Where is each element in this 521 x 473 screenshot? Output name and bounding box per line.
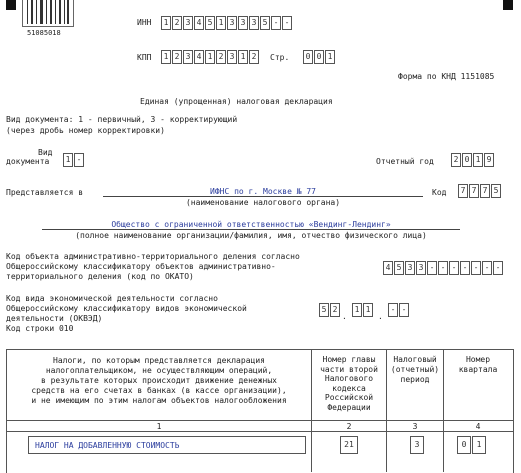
form-code: Форма по КНД 1151085 [398, 72, 495, 81]
okved-cell: - [388, 303, 398, 317]
kpp-cell: 2 [249, 50, 259, 64]
kpp-cell: 1 [238, 50, 248, 64]
inn-cell: 5 [205, 16, 215, 30]
inn-cell: 3 [238, 16, 248, 30]
declaration-title: Единая (упрощенная) налоговая декларация [140, 97, 333, 106]
kpp-cell: 4 [194, 50, 204, 64]
tax-period-cells[interactable] [410, 436, 425, 454]
quarter-cell: 1 [472, 436, 486, 454]
doc-type-label: Вид [38, 148, 53, 157]
okved-label-2: Общероссийскому классификатору видов экономической [6, 304, 247, 313]
quarter-cell: 0 [457, 436, 471, 454]
doc-type-cell: 1 [63, 153, 73, 167]
okved-cell: 1 [363, 303, 373, 317]
inn-cell: 3 [227, 16, 237, 30]
kpp-label: КПП [137, 53, 152, 62]
inn-label: ИНН [137, 18, 152, 27]
okved-cells-b[interactable] [352, 303, 374, 317]
okved-cell: 2 [330, 303, 340, 317]
barcode [22, 0, 74, 27]
organization-field[interactable]: Общество с ограниченной ответственностью «Вендинг-Лендинг» [42, 220, 460, 230]
doc-type-cells[interactable] [63, 153, 85, 167]
col3-number: 3 [412, 422, 418, 431]
col1-header: Налоги, по которым представляется декларация налогоплательщиком, не осуществляющим операций, в результате которых происходит движение денежных средств на его счетах в банках (в кассе организации), и не имеющим по этим налогам объектов налогообложения [31, 356, 287, 405]
inn-cell: 5 [260, 16, 270, 30]
period-label: Отчетный год [376, 157, 434, 166]
inn-cell: - [282, 16, 292, 30]
kpp-cell: 2 [216, 50, 226, 64]
organization-caption: (полное наименование организации/фамилия, имя, отчество физического лица) [75, 231, 427, 240]
year-cell: 0 [462, 153, 472, 167]
year-cells[interactable] [451, 153, 495, 167]
inn-cell: 3 [249, 16, 259, 30]
year-cell: 9 [484, 153, 494, 167]
authority-field[interactable]: ИФНС по г. Москве № 77 [103, 187, 423, 197]
kpp-cell: 1 [205, 50, 215, 64]
tax-period-cell: 3 [410, 436, 424, 454]
doc-type-hint: Вид документа: 1 - первичный, 3 - корректирующий [6, 115, 238, 124]
corner-mark-right [503, 0, 513, 10]
corner-mark [6, 0, 16, 10]
page-cells[interactable] [303, 50, 336, 64]
authority-code-cells[interactable] [458, 184, 502, 198]
authority-code-cell: 7 [458, 184, 468, 198]
okved-dot: . [378, 312, 383, 321]
tax-name-field[interactable]: НАЛОГ НА ДОБАВЛЕННУЮ СТОИМОСТЬ [28, 436, 306, 454]
quarter-cells[interactable] [457, 436, 487, 454]
okved-label-4: Код строки 010 [6, 324, 74, 333]
okato-cells[interactable] [383, 261, 504, 275]
col2-header: Номер главы части второй Налогового кодекса Российской Федерации [320, 355, 378, 412]
okato-cell: - [460, 261, 470, 275]
col4-number: 4 [475, 422, 481, 431]
inn-cells[interactable] [161, 16, 293, 30]
chapter-cells[interactable] [340, 436, 359, 454]
okato-label-1: Код объекта административно-территориального деления согласно [6, 252, 300, 261]
doc-type-hint-2: (через дробь номер корректировки) [6, 126, 165, 135]
kpp-cell: 2 [172, 50, 182, 64]
okato-cell: - [471, 261, 481, 275]
okato-cell: 3 [405, 261, 415, 275]
kpp-cell: 3 [227, 50, 237, 64]
authority-code-label: Код [432, 188, 447, 197]
col2-number: 2 [346, 422, 352, 431]
okved-label-3: деятельности (ОКВЭД) [6, 314, 103, 323]
col1-number: 1 [156, 422, 162, 431]
okato-cell: - [482, 261, 492, 275]
inn-cell: 1 [216, 16, 226, 30]
inn-cell: - [271, 16, 281, 30]
authority-code-cell: 7 [469, 184, 479, 198]
year-cell: 2 [451, 153, 461, 167]
okato-cell: 3 [416, 261, 426, 275]
doc-type-cell: - [74, 153, 84, 167]
kpp-cell: 3 [183, 50, 193, 64]
kpp-cell: 1 [161, 50, 171, 64]
page-cell: 1 [325, 50, 335, 64]
inn-cell: 3 [183, 16, 193, 30]
page-label: Стр. [270, 53, 290, 62]
okato-label-2: Общероссийскому классификатору объектов административно- [6, 262, 276, 271]
authority-code-cell: 5 [491, 184, 501, 198]
okved-cell: - [399, 303, 409, 317]
page-cell: 0 [314, 50, 324, 64]
inn-cell: 2 [172, 16, 182, 30]
inn-cell: 4 [194, 16, 204, 30]
authority-caption: (наименование налогового органа) [185, 198, 341, 207]
okved-cells-c[interactable] [388, 303, 410, 317]
okato-cell: - [449, 261, 459, 275]
okato-cell: - [493, 261, 503, 275]
page-cell: 0 [303, 50, 313, 64]
okved-label-1: Код вида экономической деятельности согласно [6, 294, 218, 303]
okato-label-3: территориального деления (код по ОКАТО) [6, 272, 194, 281]
okato-cell: 4 [383, 261, 393, 275]
col4-header: Номер квартала [458, 355, 498, 374]
kpp-cells[interactable] [161, 50, 260, 64]
authority-code-cell: 7 [480, 184, 490, 198]
authority-label: Представляется в [6, 188, 84, 197]
okved-cell: 1 [352, 303, 362, 317]
col3-header: Налоговый (отчетный) период [390, 355, 440, 384]
okved-cell: 5 [319, 303, 329, 317]
okved-cells-a[interactable] [319, 303, 341, 317]
okato-cell: - [438, 261, 448, 275]
okato-cell: - [427, 261, 437, 275]
chapter-cell: 21 [340, 436, 358, 454]
okato-cell: 5 [394, 261, 404, 275]
doc-type-label-2: документа [6, 157, 50, 166]
year-cell: 1 [473, 153, 483, 167]
okved-dot: . [342, 312, 347, 321]
barcode-number: 51085018 [27, 29, 61, 37]
inn-cell: 1 [161, 16, 171, 30]
